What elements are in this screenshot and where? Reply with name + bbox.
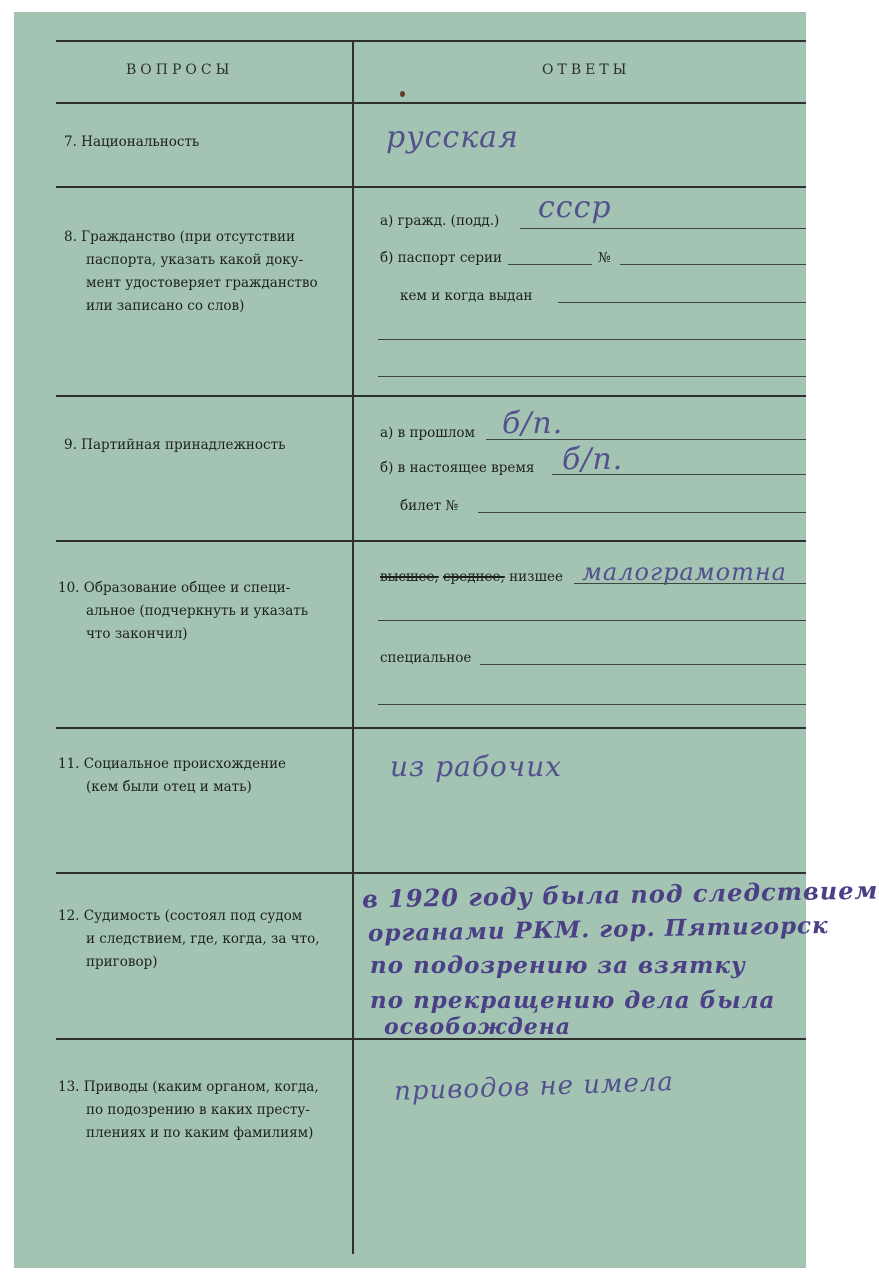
answer-12-line-1: в 1920 году была под следствием <box>361 875 879 914</box>
row-10-bottom-rule <box>56 727 806 729</box>
education-special-line <box>480 664 806 665</box>
question-10: 10. Образование общее и специ- альное (подчеркнуть и указать что закончил) <box>58 580 309 642</box>
passport-blank-line-1 <box>378 339 806 340</box>
education-option-secondary: среднее, <box>443 569 505 585</box>
passport-issued-label: кем и когда выдан <box>400 288 533 304</box>
header-bottom-rule <box>56 102 806 104</box>
answer-12-line-4: по прекращению дела была <box>370 987 776 1014</box>
question-11: 11. Социальное происхождение (кем были отец и мать) <box>58 756 287 795</box>
passport-number-line <box>620 264 806 265</box>
citizenship-label: а) гражд. (подд.) <box>380 213 500 229</box>
party-past-answer: б/п. <box>502 406 564 441</box>
answers-column-header: ОТВЕТЫ <box>542 62 631 78</box>
education-option-higher: высшее, <box>380 569 439 585</box>
question-13: 13. Приводы (каким органом, когда, по подозрению в каких престу- плениях и по каким фамилиям) <box>58 1079 319 1141</box>
party-now-label: б) в настоящее время <box>380 460 535 476</box>
party-past-label: а) в прошлом <box>380 425 476 441</box>
education-option-lower: низшее <box>509 569 563 585</box>
answer-13-handwritten: приводов не имела <box>393 1067 675 1107</box>
row-11-bottom-rule <box>56 872 806 874</box>
question-9: 9. Партийная принадлежность <box>64 437 286 453</box>
party-now-answer: б/п. <box>562 442 624 477</box>
answer-11-handwritten: из рабочих <box>390 750 563 783</box>
question-12: 12. Судимость (состоял под судом и следствием, где, когда, за что, приговор) <box>58 908 320 970</box>
passport-issued-line <box>558 302 806 303</box>
education-general-answer: малограмотна <box>582 558 787 586</box>
party-card-label: билет № <box>400 498 459 514</box>
row-9-bottom-rule <box>56 540 806 542</box>
questionnaire-page <box>14 12 879 1268</box>
citizenship-answer: ссср <box>538 190 612 225</box>
table-top-rule <box>56 40 806 42</box>
education-blank-line <box>378 620 806 621</box>
party-card-line <box>478 512 806 513</box>
passport-series-line <box>508 264 592 265</box>
education-special-blank-line <box>378 704 806 705</box>
paper-spot <box>400 91 405 97</box>
answer-12-line-2: органами РКМ. гор. Пятигорск <box>367 911 829 948</box>
column-divider <box>352 40 354 1254</box>
row-8-bottom-rule <box>56 395 806 397</box>
answer-12-line-3: по подозрению за взятку <box>370 952 746 979</box>
citizenship-line <box>520 228 806 229</box>
education-special-label: специальное <box>380 650 472 666</box>
question-8: 8. Гражданство (при отсутствии паспорта, указать какой доку- мент удостоверяет гражданство или записано со слов) <box>64 229 318 314</box>
questions-column-header: ВОПРОСЫ <box>126 62 234 78</box>
question-7: 7. Национальность <box>64 134 200 150</box>
answer-7-handwritten: русская <box>386 120 519 155</box>
passport-number-label: № <box>598 250 611 266</box>
passport-blank-line-2 <box>378 376 806 377</box>
education-options <box>380 569 563 585</box>
answer-12-line-5: освобождена <box>384 1014 572 1040</box>
row-7-bottom-rule <box>56 186 806 188</box>
passport-series-label: б) паспорт серии <box>380 250 503 266</box>
